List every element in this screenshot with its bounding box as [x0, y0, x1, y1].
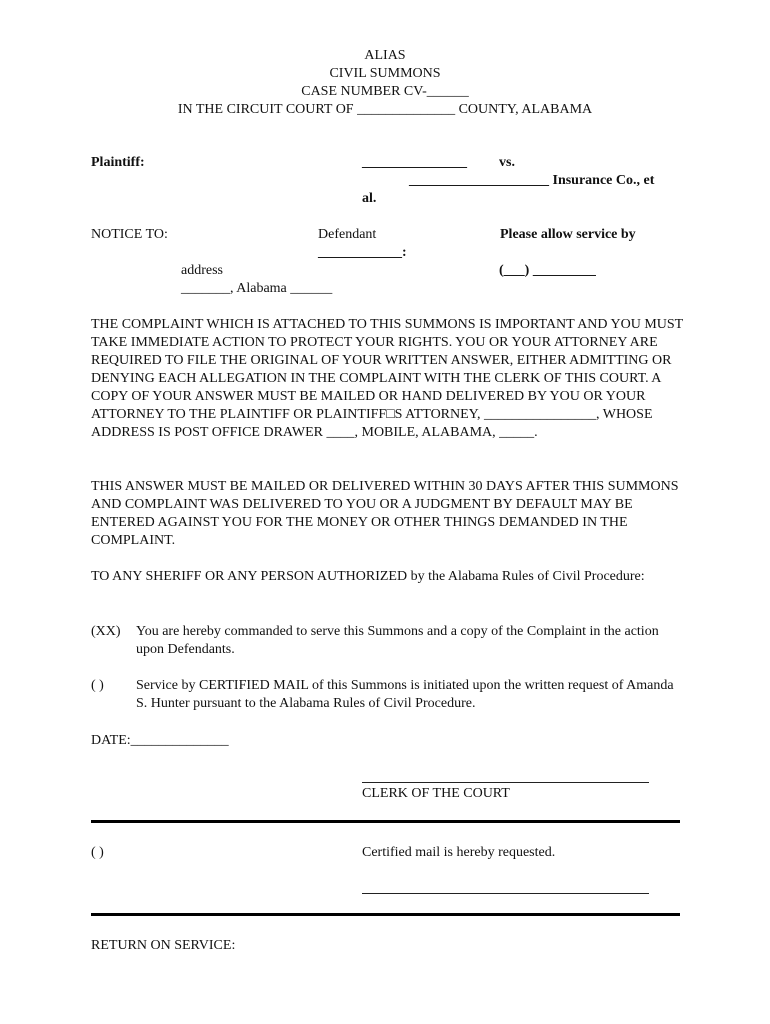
return-on-service-label: RETURN ON SERVICE:	[91, 938, 236, 953]
date-label: DATE:______________	[91, 733, 229, 748]
option1-mark: (XX)	[91, 624, 121, 639]
vs-label: vs.	[499, 155, 515, 170]
option2-mark: ( )	[91, 678, 104, 693]
certified-text: Certified mail is hereby requested.	[362, 845, 556, 860]
header-court: IN THE CIRCUIT COURT OF ______________ COUNTY, ALABAMA	[177, 102, 593, 117]
divider-rule	[91, 820, 680, 823]
clerk-signature-line	[362, 782, 649, 783]
al-label: al.	[362, 191, 377, 206]
sheriff-paragraph: TO ANY SHERIFF OR ANY PERSON AUTHORIZED by the Alabama Rules of Civil Procedure:	[91, 569, 645, 584]
address-label: address	[181, 263, 223, 278]
certified-signature-line	[362, 893, 649, 894]
header-case-number: CASE NUMBER CV-______	[301, 84, 469, 99]
defendant-label: Defendant	[318, 227, 377, 242]
notice-to-label: NOTICE TO:	[91, 227, 168, 242]
insurance-line: ____________________ Insurance Co., et	[409, 173, 655, 188]
option1-text: You are hereby commanded to serve this Summons and a copy of the Complaint in the action upon Defendants.	[136, 624, 659, 657]
city-line: _______, Alabama ______	[181, 281, 333, 296]
please-allow-service: Please allow service by	[500, 227, 636, 242]
option2-text: Service by CERTIFIED MAIL of this Summons is initiated upon the written request of Amanda S. Hunter pursuant to the Alabama Rules of Civil Procedure.	[136, 678, 674, 711]
service-blank: (___) _________	[499, 263, 596, 278]
defendant-blank: ____________:	[318, 245, 407, 260]
clerk-label: CLERK OF THE COURT	[362, 786, 510, 801]
header-civil-summons: CIVIL SUMMONS	[329, 66, 441, 81]
answer-paragraph: THIS ANSWER MUST BE MAILED OR DELIVERED WITHIN 30 DAYS AFTER THIS SUMMONS AND COMPLAINT WAS DELIVERED TO YOU OR A JUDGMENT BY DEFAULT MAY BE ENTERED AGAINST YOU FOR THE MONEY OR OTHER THINGS DEMANDED IN THE COMPLAINT.	[91, 479, 679, 548]
plaintiff-label: Plaintiff:	[91, 155, 145, 170]
divider-rule-2	[91, 913, 680, 916]
header-alias: ALIAS	[364, 48, 406, 63]
complaint-paragraph: THE COMPLAINT WHICH IS ATTACHED TO THIS SUMMONS IS IMPORTANT AND YOU MUST TAKE IMMEDIATE ACTION TO PROTECT YOUR RIGHTS. YOU OR YOUR ATTORNEY ARE REQUIRED TO FILE THE ORIGINAL OF YOUR WRITTEN ANSWER, EITHER ADMITTING OR DENYING EACH ALLEGATION IN THE COMPLAINT WITH THE CLERK OF THIS COURT. A COPY OF YOUR ANSWER MUST BE MAILED OR HAND DELIVERED BY YOU OR YOUR ATTORNEY TO THE PLAINTIFF OR PLAINTIFF□S ATTORNEY, ________________, WHOSE ADDRESS IS POST OFFICE DRAWER ____, MOBILE, ALABAMA, _____.	[91, 317, 683, 440]
certified-mark: ( )	[91, 845, 104, 860]
plaintiff-blank: _______________	[362, 155, 467, 170]
